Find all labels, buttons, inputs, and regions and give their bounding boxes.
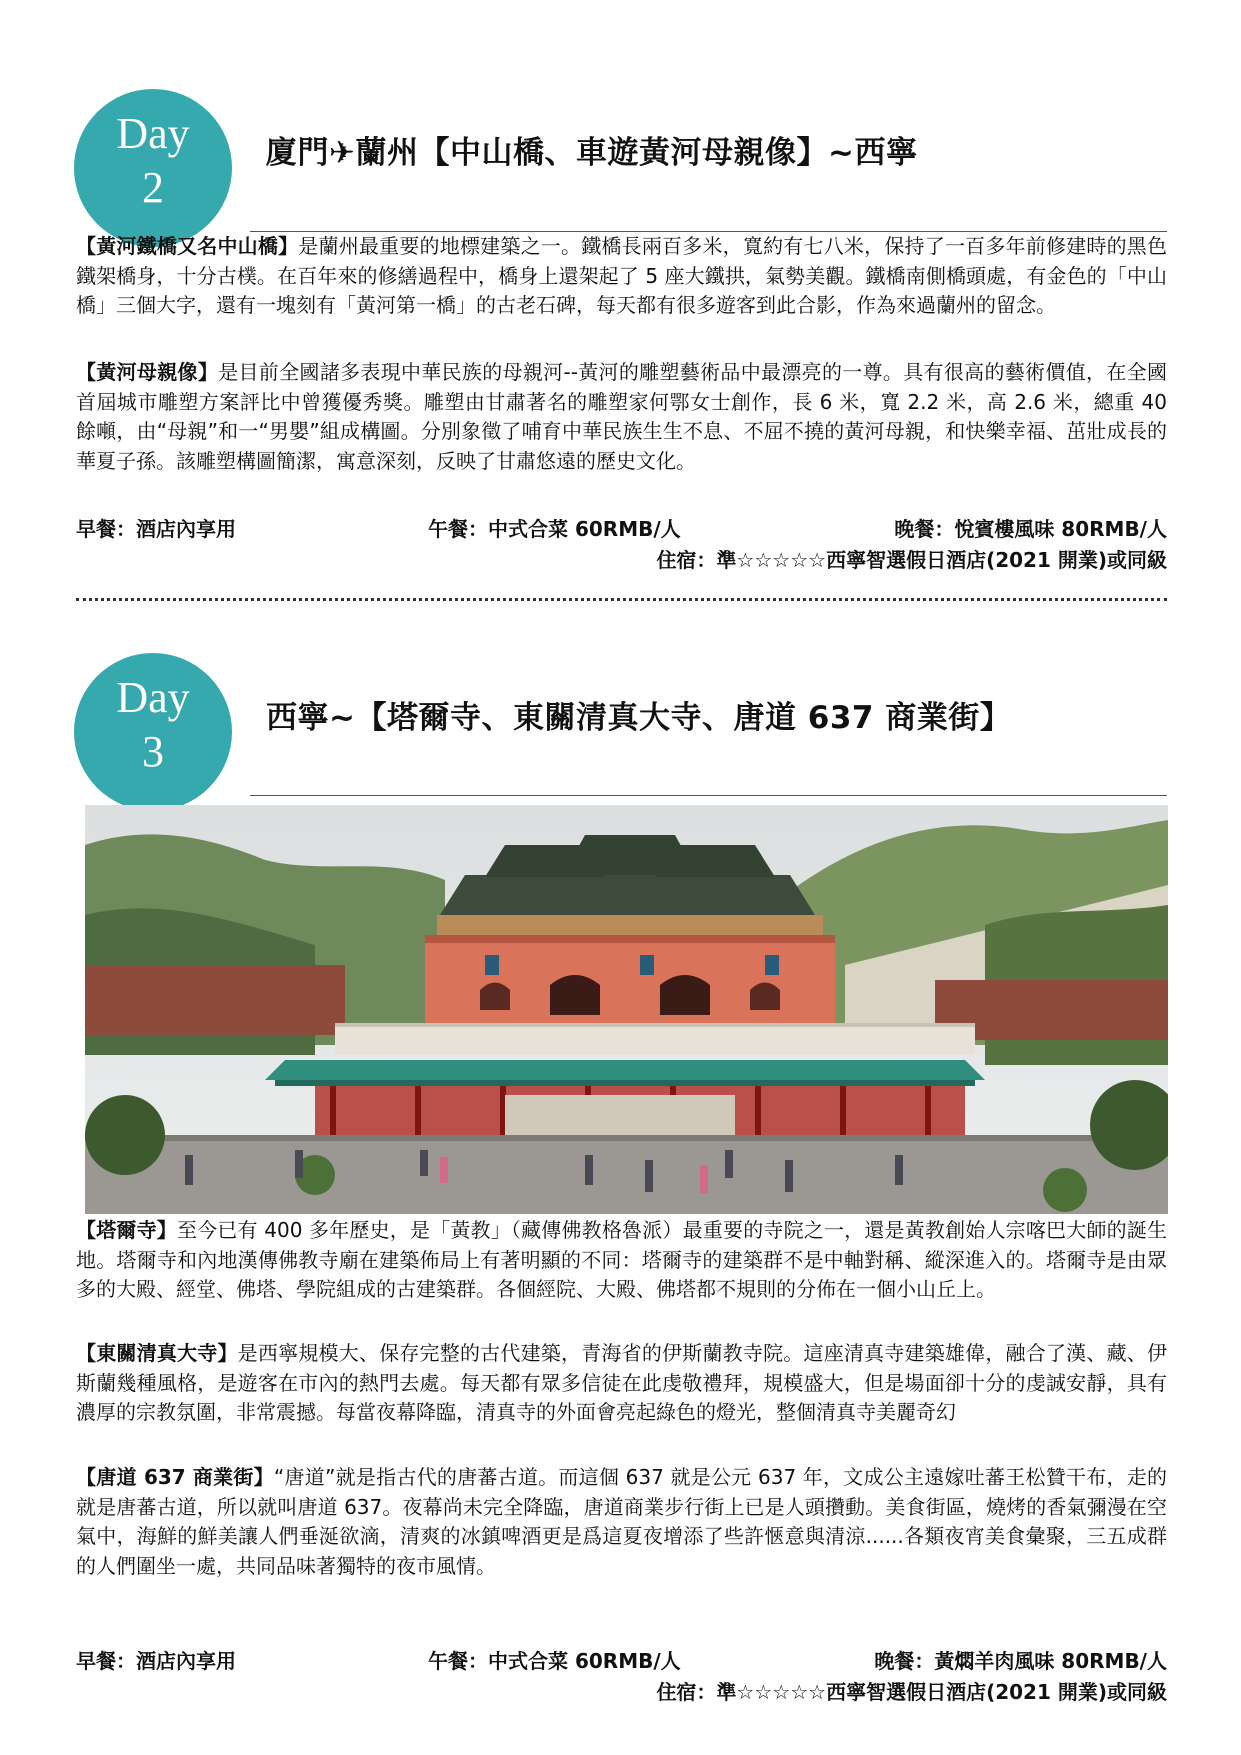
paragraph: [76, 1339, 1167, 1428]
day-badge-number: 3: [142, 727, 164, 776]
lunch: 午餐：中式合菜 60RMB/人: [428, 517, 681, 541]
hotel: 住宿：準☆☆☆☆☆西寧智選假日酒店(2021 開業)或同級: [656, 1680, 1167, 1704]
meals-row: [76, 514, 1167, 544]
day-title: 廈門✈蘭州【中山橋、車遊黃河母親像】~西寧: [266, 135, 918, 171]
meals-row: [76, 1646, 1167, 1676]
hotel: 住宿：準☆☆☆☆☆西寧智選假日酒店(2021 開業)或同級: [656, 548, 1167, 572]
dinner: 晚餐：悅賓樓風味 80RMB/人: [894, 517, 1167, 541]
paragraph-body: 至今已有 400 多年歷史，是「黃教」（藏傳佛教格魯派）最重要的寺院之一，還是黃教創始人宗喀巴大師的誕生地。塔爾寺和內地漢傳佛教寺廟在建築佈局上有著明顯的不同：塔爾寺的建築群不是中軸對稱、縱深進入的。塔爾寺是由眾多的大殿、經堂、佛塔、學院組成的古建築群。各個經院、大殿、佛塔都不規則的分佈在一個小山丘上。: [76, 1218, 1168, 1302]
day-badge: [74, 89, 232, 247]
breakfast: 早餐：酒店內享用: [76, 517, 236, 541]
paragraph-heading: 【唐道 637 商業街】: [76, 1465, 274, 1489]
breakfast: 早餐：酒店內享用: [76, 1649, 236, 1673]
section-divider: [76, 598, 1167, 601]
day-badge: [74, 653, 232, 811]
paragraph-body: 是蘭州最重要的地標建築之一。鐵橋長兩百多米，寬約有七八米，保持了一百多年前修建時的黑色鐵架橋身，十分古樸。在百年來的修繕過程中，橋身上還架起了 5 座大鐵拱，氣勢美觀。鐵橋南側橋頭處，有金色的「中山橋」三個大字，還有一塊刻有「黃河第一橋」的古老石碑，每天都有很多遊客到此合影，作為來過蘭州的留念。: [76, 234, 1168, 318]
paragraph-body: 是目前全國諸多表現中華民族的母親河--黃河的雕塑藝術品中最漂亮的一尊。具有很高的藝術價值，在全國首屆城市雕塑方案評比中曾獲優秀獎。雕塑由甘肅著名的雕塑家何鄂女士創作，長 6 米，寬 2.2 米，高 2.6 米，總重 40 餘噸，由“母親”和一“男嬰”組成構圖。分別象徵了哺育中華民族生生不息、不屈不撓的黃河母親，和快樂幸福、茁壯成長的華夏子孫。該雕塑構圖簡潔，寓意深刻，反映了甘肅悠遠的歷史文化。: [76, 360, 1167, 473]
paragraph: [76, 1216, 1167, 1305]
paragraph-body: 是西寧規模大、保存完整的古代建築，青海省的伊斯蘭教寺院。這座清真寺建築雄偉，融合了漢、藏、伊斯蘭幾種風格，是遊客在市內的熱門去處。每天都有眾多信徒在此虔敬禮拜，規模盛大，但是場面卻十分的虔誠安靜，具有濃厚的宗教氛圍，非常震撼。每當夜幕降臨，清真寺的外面會亮起綠色的燈光，整個清真寺美麗奇幻: [76, 1341, 1168, 1425]
paragraph: [76, 358, 1167, 476]
day-badge-word: Day: [116, 673, 190, 722]
temple-illustration: [85, 805, 1168, 1214]
day-title: 西寧~【塔爾寺、東關清真大寺、唐道 637 商業街】: [266, 700, 1012, 736]
paragraph-body: “唐道”就是指古代的唐蕃古道。而這個 637 就是公元 637 年，文成公主遠嫁吐蕃王松贊干布，走的就是唐蕃古道，所以就叫唐道 637。夜幕尚未完全降臨，唐道商業步行街上已是人頭攢動。美食街區，燒烤的香氣彌漫在空氣中，海鮮的鮮美讓人們垂涎欲滴，清爽的冰鎮啤酒更是爲這夏夜增添了些許愜意與清涼......各類夜宵美食彙聚，三五成群的人們圍坐一處，共同品味著獨特的夜市風情。: [76, 1465, 1168, 1578]
dinner: 晚餐：黃燜羊肉風味 80RMB/人: [874, 1649, 1167, 1673]
day-badge-word: Day: [116, 109, 190, 158]
lunch: 午餐：中式合菜 60RMB/人: [428, 1649, 681, 1673]
day-badge-number: 2: [142, 163, 164, 212]
temple-photo: [85, 805, 1168, 1214]
paragraph-heading: 【塔爾寺】: [76, 1218, 177, 1242]
title-underline: [250, 795, 1167, 796]
paragraph-heading: 【黃河母親像】: [76, 360, 219, 384]
paragraph: [76, 1463, 1167, 1581]
paragraph: [76, 232, 1167, 321]
paragraph-heading: 【東關清真大寺】: [76, 1341, 238, 1365]
paragraph-heading: 【黃河鐵橋又名中山橋】: [76, 234, 299, 258]
